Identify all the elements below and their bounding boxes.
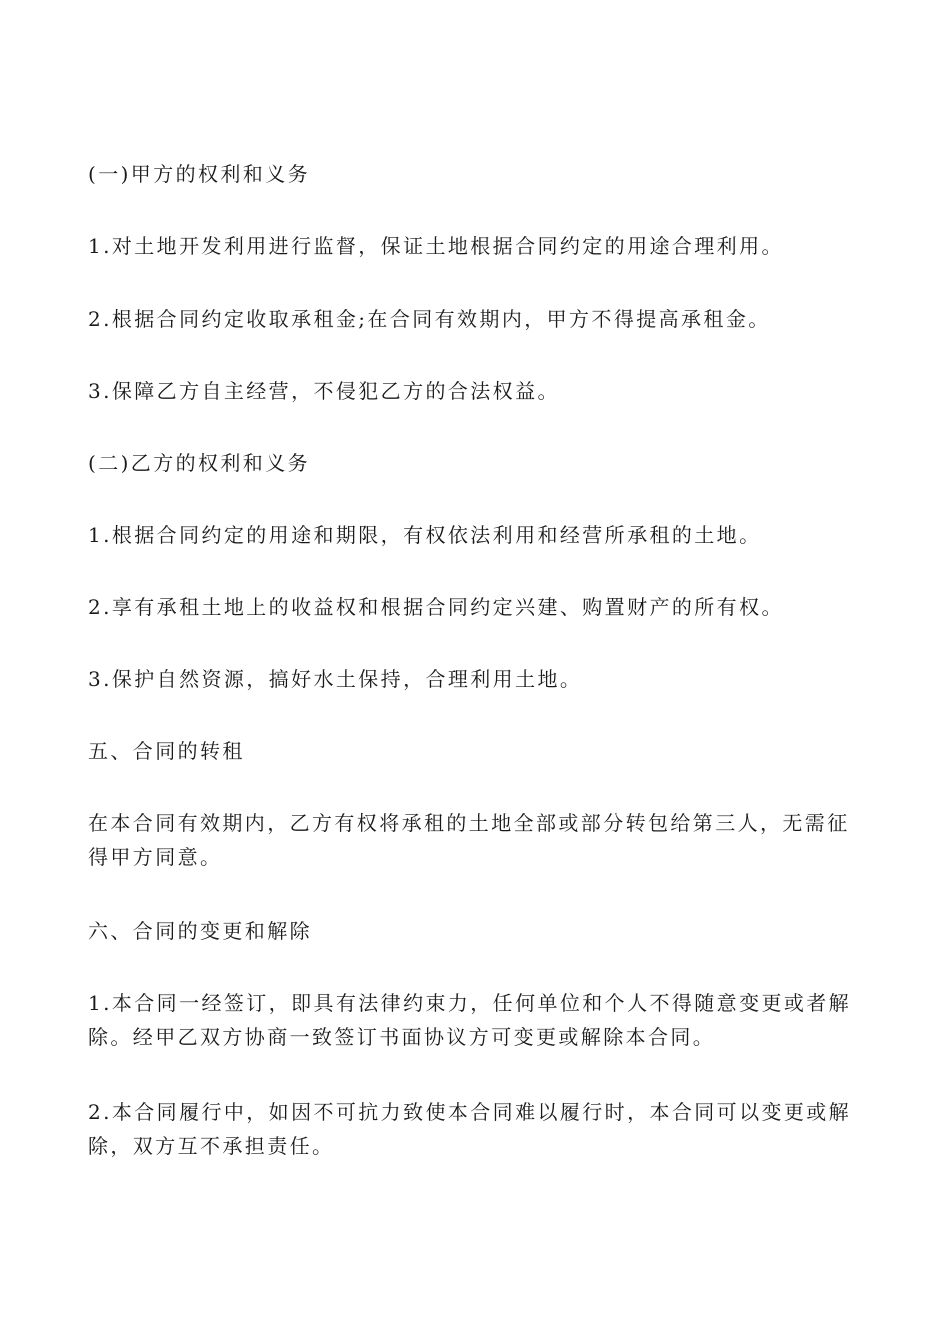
paragraph-a-1: 1.对土地开发利用进行监督，保证土地根据合同约定的用途合理利用。	[88, 234, 784, 258]
section-heading-party-a: (一)甲方的权利和义务	[88, 162, 311, 186]
paragraph-b-1: 1.根据合同约定的用途和期限，有权依法利用和经营所承租的土地。	[88, 523, 762, 547]
paragraph-change-2: 2.本合同履行中，如因不可抗力致使本合同难以履行时，本合同可以变更或解除，双方互不承担责任。	[88, 1100, 852, 1158]
paragraph-a-2: 2.根据合同约定收取承租金;在合同有效期内，甲方不得提高承租金。	[88, 307, 771, 331]
paragraph-change-1: 1.本合同一经签订，即具有法律约束力，任何单位和个人不得随意变更或者解除。经甲乙双方协商一致签订书面协议方可变更或解除本合同。	[88, 991, 852, 1049]
section-heading-party-b: (二)乙方的权利和义务	[88, 451, 311, 475]
section-heading-change-termination: 六、合同的变更和解除	[88, 919, 312, 943]
paragraph-sublease: 在本合同有效期内，乙方有权将承租的土地全部或部分转包给第三人，无需征得甲方同意。	[88, 811, 850, 869]
section-heading-sublease: 五、合同的转租	[88, 739, 245, 763]
paragraph-b-2: 2.享有承租土地上的收益权和根据合同约定兴建、购置财产的所有权。	[88, 595, 784, 619]
paragraph-a-3: 3.保障乙方自主经营，不侵犯乙方的合法权益。	[88, 379, 560, 403]
paragraph-b-3: 3.保护自然资源，搞好水土保持，合理利用土地。	[88, 667, 583, 691]
